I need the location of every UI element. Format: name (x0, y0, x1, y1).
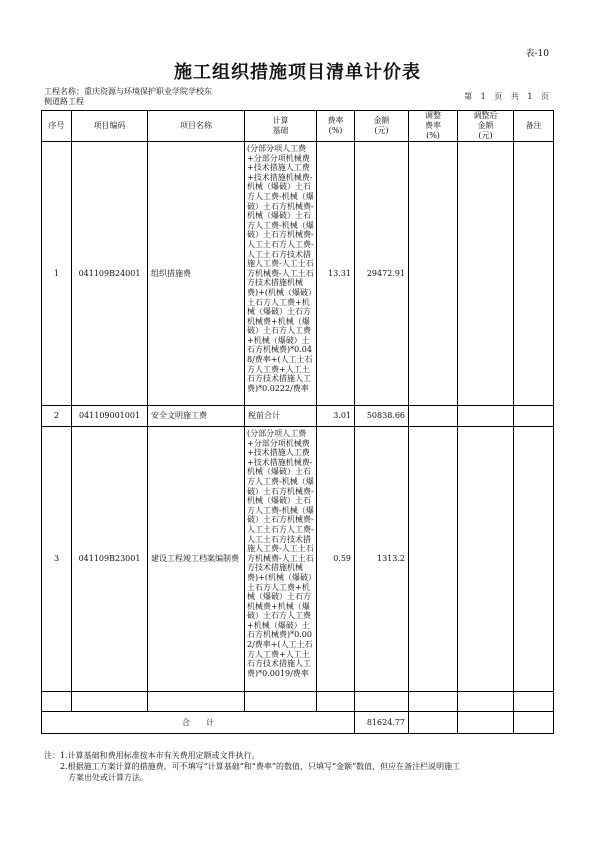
header-rate-l1: 费率 (327, 116, 344, 125)
header-adj-rate-l1: 调整 (425, 111, 441, 120)
row-seq: 3 (42, 427, 72, 692)
table-row (42, 142, 554, 406)
row-seq: 1 (42, 142, 72, 406)
header-note: 备注 (514, 111, 554, 142)
row-rate: 3.01 (317, 406, 355, 427)
row-name: 建设工程竣工档案编制费 (148, 427, 245, 692)
header-basis-l2: 基础 (272, 126, 289, 135)
row-note (514, 427, 554, 692)
row-seq: 2 (42, 406, 72, 427)
header-adj-amount-l3: (元) (478, 131, 493, 140)
measures-table (41, 110, 554, 734)
row-basis: 税前合计 (245, 406, 317, 427)
row-adj-amount (458, 427, 514, 692)
footnote-1: 注：1.计算基础和费用标准按本市有关费用定额或文件执行。 (44, 751, 260, 760)
table-row-empty (42, 692, 554, 712)
row-code: 041109001001 (72, 406, 148, 427)
header-adj-rate-l2: 费率 (425, 121, 441, 130)
row-adj-amount (458, 142, 514, 406)
row-amount: 1313.2 (355, 427, 409, 692)
table-row (42, 427, 554, 692)
header-rate (317, 111, 355, 142)
project-name (44, 87, 212, 107)
header-amount (355, 111, 409, 142)
page-title: 施工组织措施项目清单计价表 (174, 62, 421, 83)
header-basis-l1: 计算 (272, 116, 289, 125)
total-row (42, 712, 554, 734)
page-info: 第 1 页 共 1 页 (464, 92, 549, 101)
header-seq: 序号 (42, 111, 72, 142)
header-adj-amount (458, 111, 514, 142)
row-basis: (分部分项人工费+分部分项机械费+技术措施人工费+技术措施机械费-机械（爆破）土石方人工费-机械（爆破）土石方机械费-机械（爆破）土石方人工费-机械（爆破）土石方机械费-人工土石方人工费-人工土石方技术措施人工费-人工土石方机械费-人工土石方技术措施机械费)+(机械（爆破）土石方人工费+机械（爆破）土石方机械费+机械（爆破）土石方人工费+机械（爆破）土石方机械费)*0.002/费率+(人工土石方人工费+人工土石方技术措施人工费)*0.0019/费率 (245, 427, 317, 692)
header-rate-l2: (%) (328, 126, 343, 135)
header-name: 项目名称 (148, 111, 245, 142)
row-note (514, 142, 554, 406)
row-rate: 0.59 (317, 427, 355, 692)
header-row (42, 111, 554, 142)
footnote-2: 2.根据施工方案计算的措施费，可不填写“计算基础”和“费率”的数值，只填写“金额”数值，但应在备注栏说明施工 (44, 762, 461, 771)
row-adj-rate (409, 427, 458, 692)
header-adj-amount-l1: 调整后 (473, 111, 498, 120)
footnote-3: 方案出处或计算方法。 (44, 773, 148, 782)
row-adj-amount (458, 406, 514, 427)
row-name: 安全文明施工费 (148, 406, 245, 427)
row-amount: 29472.91 (355, 142, 409, 406)
total-adj-amount (458, 712, 514, 734)
row-basis: (分部分项人工费+分部分项机械费+技术措施人工费+技术措施机械费-机械（爆破）土石方人工费-机械（爆破）土石方机械费-机械（爆破）土石方人工费-机械（爆破）土石方机械费-人工土石方人工费-人工土石方技术措施人工费-人工土石方机械费-人工土石方技术措施机械费)+(机械（爆破）土石方人工费+机械（爆破）土石方机械费+机械（爆破）土石方人工费+机械（爆破）土石方机械费)*0.048/费率+(人工土石方人工费+人工土石方技术措施人工费)*0.0222/费率 (245, 142, 317, 406)
header-basis (245, 111, 317, 142)
project-name-line1: 工程名称：重庆资源与环境保护职业学院学校东 (44, 87, 212, 96)
row-amount: 50838.66 (355, 406, 409, 427)
footnotes (44, 750, 554, 783)
total-amount: 81624.77 (355, 712, 409, 734)
header-code: 项目编码 (72, 111, 148, 142)
row-adj-rate (409, 142, 458, 406)
row-code: 041109B24001 (72, 142, 148, 406)
row-rate: 13.31 (317, 142, 355, 406)
header-adj-amount-l2: 金额 (477, 121, 494, 130)
total-adj-rate (409, 712, 458, 734)
row-name: 组织措施费 (148, 142, 245, 406)
table-row (42, 406, 554, 427)
header-adj-rate-l3: (%) (426, 131, 440, 140)
header-amount-l2: (元) (374, 126, 389, 135)
project-name-line2: 侧道路工程 (44, 97, 84, 106)
row-note (514, 406, 554, 427)
row-code: 041109B23001 (72, 427, 148, 692)
table-number: 表-10 (525, 49, 549, 59)
header-adj-rate (409, 111, 458, 142)
total-note (514, 712, 554, 734)
row-adj-rate (409, 406, 458, 427)
total-label: 合 计 (42, 712, 355, 734)
header-amount-l1: 金额 (373, 116, 390, 125)
